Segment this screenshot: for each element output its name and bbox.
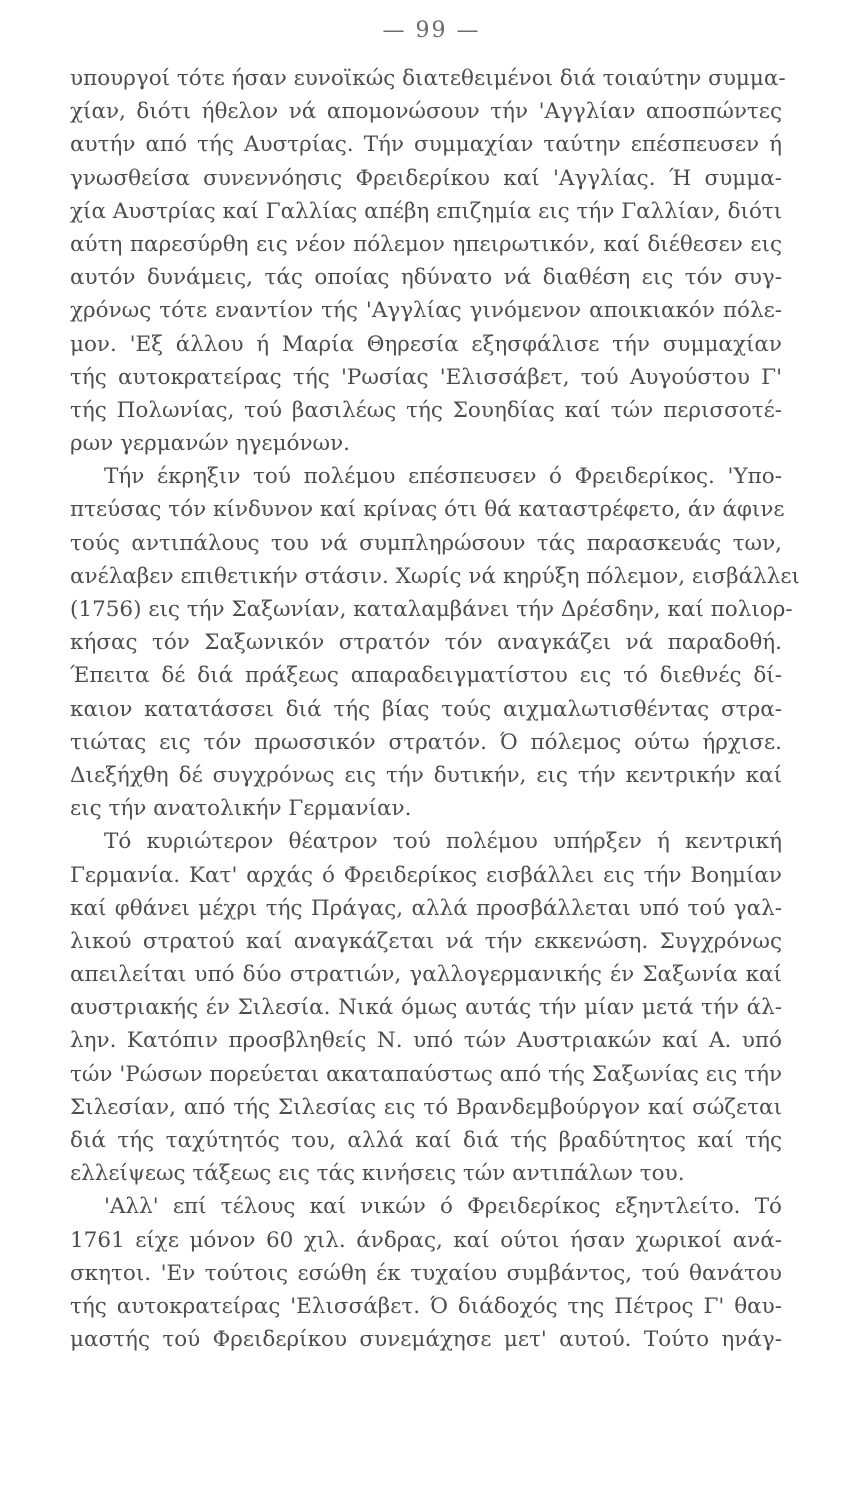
text-line: αύτη παρεσύρθη εις νέον πόλεμον ηπειρωτικόν, καί διέθεσεν εις (70, 231, 782, 257)
text-line: κήσας τόν Σαξωνικόν στρατόν τόν αναγκάζει νά παραδοθή. (70, 630, 782, 656)
text-line: Γερμανία. Κατ' αρχάς ό Φρειδερίκος εισβάλλει εις τήν Βοημίαν (70, 862, 782, 888)
text-line: χία Αυστρίας καί Γαλλίας απέβη επιζημία εις τήν Γαλλίαν, διότι (70, 198, 783, 224)
text-line: τών 'Ρώσων πορεύεται ακαταπαύστως από τής Σαξωνίας εις τήν (70, 1061, 783, 1087)
text-line: πτεύσας τόν κίνδυνον καί κρίνας ότι θά καταστρέφετο, άν άφινε (70, 497, 785, 523)
text-line: χρόνως τότε εναντίον τής 'Αγγλίας γινόμενον αποικιακόν πόλε- (70, 298, 782, 324)
text-line: τής αυτοκρατείρας 'Ελισσάβετ. Ό διάδοχός της Πέτρος Γ' θαυ- (70, 1293, 782, 1319)
text-line: γνωσθείσα συνεννόησις Φρειδερίκου καί 'Αγγλίας. Ή συμμα- (70, 165, 782, 191)
text-line: ανέλαβεν επιθετικήν στάσιν. Χωρίς νά κηρύξη πόλεμον, εισβάλλει (70, 563, 800, 589)
text-line: τούς αντιπάλους του νά συμπληρώσουν τάς παρασκευάς των, (70, 530, 782, 556)
text-line: λην. Κατόπιν προσβληθείς Ν. υπό τών Αυστριακών καί Α. υπό (70, 1028, 782, 1054)
text-line: εις τήν ανατολικήν Γερμανίαν. (70, 796, 412, 822)
text-line: χίαν, διότι ήθελον νά απομονώσουν τήν 'Αγγλίαν αποσπώντες (70, 99, 782, 125)
text-line: λικού στρατού καί αναγκάζεται νά τήν εκκενώση. Συγχρόνως (70, 928, 782, 954)
text-line: υπουργοί τότε ήσαν ευνοϊκώς διατεθειμένοι διά τοιαύτην συμμα- (70, 66, 786, 91)
text-line: αυστριακής έν Σιλεσία. Νικά όμως αυτάς τήν μίαν μετά τήν άλ- (70, 995, 782, 1021)
text-line: τής Πολωνίας, τού βασιλέως τής Σουηδίας καί τών περισσοτέ- (70, 397, 782, 423)
text-line: ρων γερμανών ηγεμόνων. (70, 431, 350, 457)
text-line: αυτόν δυνάμεις, τάς οποίας ηδύνατο νά διαθέση εις τόν συγ- (70, 265, 782, 291)
text-line: Τό κυριώτερον θέατρον τού πολέμου υπήρξεν ή κεντρική (104, 829, 782, 855)
text-line: τιώτας εις τόν πρωσσικόν στρατόν. Ό πόλεμος ούτω ήρχισε. (70, 729, 782, 755)
text-line: μον. 'Εξ άλλου ή Μαρία Θηρεσία εξησφάλισε τήν συμμαχίαν (70, 331, 782, 357)
text-line: τής αυτοκρατείρας τής 'Ρωσίας 'Ελισσάβετ, τού Αυγούστου Γ' (70, 364, 782, 390)
text-line: καί φθάνει μέχρι τής Πράγας, αλλά προσβάλλεται υπό τού γαλ- (70, 895, 782, 921)
text-line: 1761 είχε μόνον 60 χιλ. άνδρας, καί ούτοι ήσαν χωρικοί ανά- (70, 1227, 782, 1253)
text-line: ελλείψεως τάξεως εις τάς κινήσεις τών αντιπάλων του. (70, 1161, 685, 1187)
text-line: Διεξήχθη δέ συγχρόνως εις τήν δυτικήν, εις τήν κεντρικήν καί (70, 762, 782, 788)
body-text (70, 62, 800, 1356)
text-line: καιον κατατάσσει διά τής βίας τούς αιχμαλωτισθέντας στρα- (70, 696, 782, 722)
text-line: Σιλεσίαν, από τής Σιλεσίας εις τό Βρανδεμβούργον καί σώζεται (70, 1094, 782, 1120)
text-line: Τήν έκρηξιν τού πολέμου επέσπευσεν ό Φρειδερίκος. 'Υπο- (104, 464, 782, 490)
text-line: 'Αλλ' επί τέλους καί νικών ό Φρειδερίκος εξηντλείτο. Τό (104, 1194, 782, 1220)
text-line: αυτήν από τής Αυστρίας. Τήν συμμαχίαν ταύτην επέσπευσεν ή (70, 132, 782, 158)
text-line: (1756) εις τήν Σαξωνίαν, καταλαμβάνει τήν Δρέσδην, καί πολιορ- (70, 597, 793, 622)
text-line: απειλείται υπό δύο στρατιών, γαλλογερμανικής έν Σαξωνία καί (70, 962, 782, 988)
text-line: σκητοι. 'Εν τούτοις εσώθη έκ τυχαίου συμβάντος, τού θανάτου (70, 1260, 782, 1286)
text-line: μαστής τού Φρειδερίκου συνεμάχησε μετ' αυτού. Τούτο ηνάγ- (70, 1327, 782, 1353)
page-number: — 99 — (382, 18, 481, 43)
text-line: διά τής ταχύτητός του, αλλά καί διά τής βραδύτητος καί τής (70, 1128, 782, 1153)
text-line: Έπειτα δέ διά πράξεως απαραδειγματίστου εις τό διεθνές δί- (70, 663, 782, 689)
